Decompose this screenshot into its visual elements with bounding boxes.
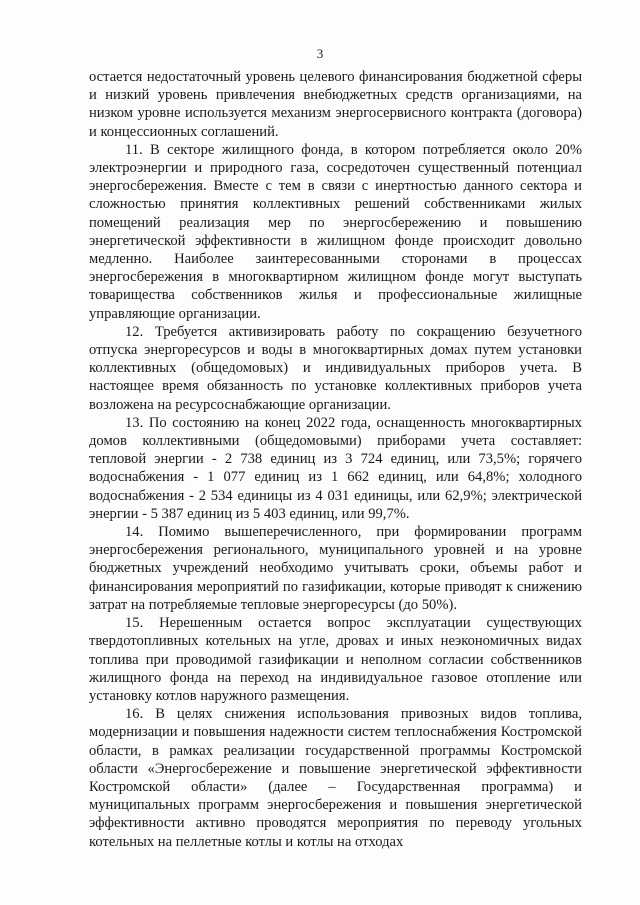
paragraph-12: 12. Требуется активизировать работу по сокращению безучетного отпуска энергоресурсов и воды в многоквартирных домах путем установки коллективных (общедомовых) и индивидуальных приборов учета. В настоящее время обязанность по установке коллективных приборов учета возложена на ресурсоснабжающие организации. — [89, 323, 582, 413]
paragraph-13: 13. По состоянию на конец 2022 года, оснащенность многоквартирных домов коллективными (общедомовыми) приборами учета составляет: тепловой энергии - 2 738 единиц из 3 724 единиц, или 73,5%; горячего водоснабжения - 1 077 единиц из 1 662 единиц, или 64,8%; холодного водоснабжения - 2 534 единицы из 4 031 единицы, или 62,9%; электрической энергии - 5 387 единиц из 5 403 единиц, или 99,7%. — [89, 414, 582, 522]
paragraph-15: 15. Нерешенным остается вопрос эксплуатации существующих твердотопливных котельных на угле, дровах и иных неэкономичных видах топлива при проводимой газификации и неполном согласии собственников жилищного фонда на переход на индивидуальное газовое отопление или установку котлов наружного размещения. — [89, 615, 582, 704]
page-number: 3 — [316, 46, 324, 61]
paragraph-14: 14. Помимо вышеперечисленного, при формировании программ энергосбережения регионального, муниципального уровней и на уровне бюджетных учреждений необходимо учитывать сроки, объемы работ и финансирования мероприятий по газификации, которые приводят к снижению затрат на потребляемые тепловые энергоресурсы (до 50%). — [89, 524, 582, 613]
paragraph-11: 11. В секторе жилищного фонда, в котором потребляется около 20% электроэнергии и природного газа, сосредоточен существенный потенциал энергосбережения. Вместе с тем в связи с инертностью данного сектора и сложностью принятия коллективных решений собственниками жилых помещений реализация мер по энергосбережению и повышению энергетической эффективности в жилищном фонде происходит довольно медленно. Наиболее заинтересованными сторонами в процессах энергосбережения в многоквартирном жилищном фонде могут выступать товарищества собственников жилья и профессиональные жилищные управляющие организации. — [89, 141, 582, 322]
paragraph-16: 16. В целях снижения использования привозных видов топлива, модернизации и повышения надежности систем теплоснабжения Костромской области, в рамках реализации государственной программы Костромской области «Энергосбережение и повышение энергетической эффективности Костромской области» (далее – Государственная программа) и муниципальных программ энергосбережения и повышения энергетической эффективности активно проводятся мероприятия по переводу угольных котельных на пеллетные котлы и котлы на отходах — [89, 706, 582, 850]
paragraph-intro: остается недостаточный уровень целевого финансирования бюджетной сферы и низкий уровень привлечения внебюджетных средств организациями, на низком уровне используется механизм энергосервисного контракта (договора) и концессионных соглашений. — [89, 69, 582, 140]
document-body — [89, 68, 582, 851]
